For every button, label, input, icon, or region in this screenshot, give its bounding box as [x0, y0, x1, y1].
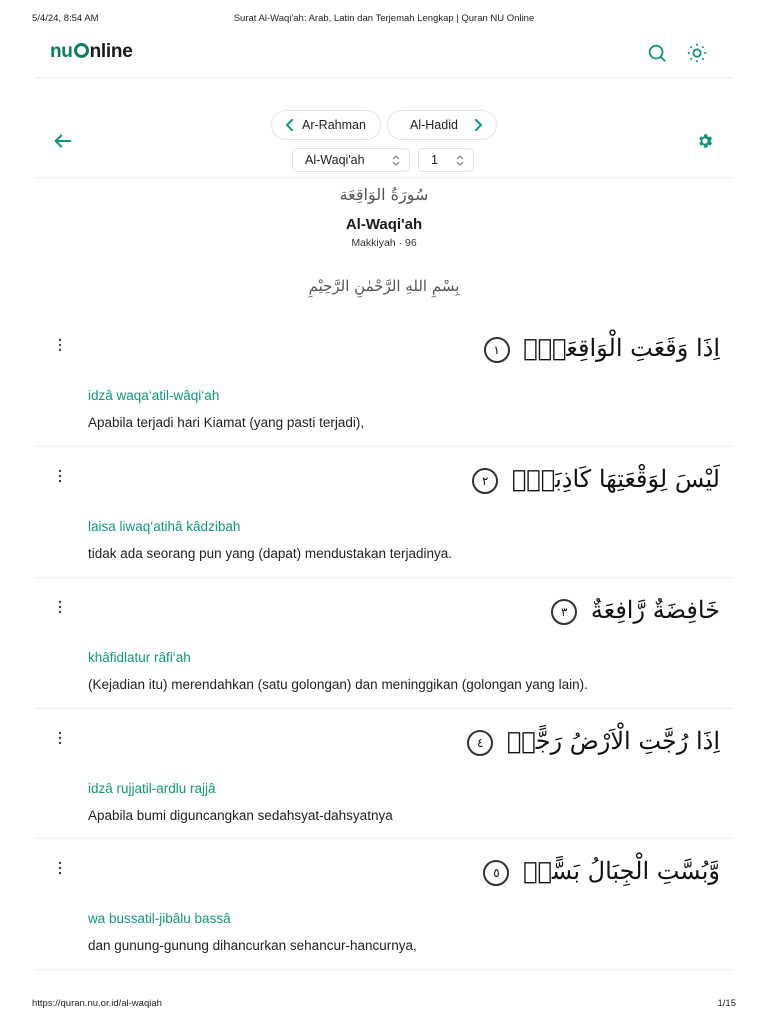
verse-arabic-text: خَافِضَةٌ رَّافِعَةٌ [590, 596, 720, 624]
ayah-select-value: 1 [431, 153, 438, 167]
verse-arabic-text: اِذَا وَقَعَتِ الْوَاقِعَةُۙ [523, 334, 720, 362]
verse-translation: Apabila bumi diguncangkan sedahsyat-dahsyatnya [88, 808, 393, 823]
surah-navigation [36, 108, 732, 178]
verse-arabic-text: وَّبُسَّتِ الْجِبَالُ بَسًّاۙ [523, 857, 720, 885]
back-arrow-icon[interactable] [52, 130, 74, 152]
verse-latin: idzâ waqa‘atil-wâqi‘ah [88, 388, 220, 403]
logo-ring [74, 43, 89, 58]
surah-title: Al-Waqi'ah [345, 216, 423, 233]
chevron-left-icon [284, 119, 296, 131]
verse-arabic [467, 727, 720, 756]
verse-arabic [484, 334, 720, 363]
print-title: Surat Al-Waqi'ah: Arab, Latin dan Terjemah Lengkap | Quran NU Online [233, 13, 535, 24]
ayah-number-badge: ٤ [467, 730, 493, 756]
verse-latin: laisa liwaq‘atihâ kâdzibah [88, 519, 241, 534]
verse-latin: khâfidlatur râfi‘ah [88, 650, 191, 665]
verse-card [36, 316, 732, 447]
verse-arabic [472, 465, 720, 494]
verse-latin: idzâ rujjatil-ardlu rajjâ [88, 781, 216, 796]
next-surah-label: Al-Hadid [410, 118, 458, 132]
ayah-number-badge: ١ [484, 337, 510, 363]
print-url: https://quran.nu.or.id/al-waqiah [32, 998, 162, 1009]
ayah-select[interactable] [418, 148, 474, 172]
logo-text-nu: nu [50, 41, 73, 62]
verse-translation: tidak ada seorang pun yang (dapat) mendustakan terjadinya. [88, 546, 452, 561]
theme-toggle-sun-icon[interactable] [686, 42, 708, 64]
verse-latin: wa bussatil-jibâlu bassâ [88, 911, 231, 926]
verse-translation: Apabila terjadi hari Kiamat (yang pasti terjadi), [88, 415, 365, 430]
print-page-number: 1/15 [717, 998, 736, 1009]
ayah-number-badge: ٣ [551, 599, 577, 625]
basmala: بِسْمِ اللهِ الرَّحْمٰنِ الرَّحِيْمِ [308, 277, 460, 295]
updown-chevron-icon [455, 155, 465, 166]
top-bar [36, 36, 732, 78]
prev-surah-button[interactable] [271, 110, 381, 140]
verse-card [36, 447, 732, 578]
more-options-icon[interactable] [56, 338, 64, 352]
more-options-icon[interactable] [56, 861, 64, 875]
chevron-right-icon [472, 119, 484, 131]
verse-arabic [483, 857, 720, 886]
verse-translation: dan gunung-gunung dihancurkan sehancur-hancurnya, [88, 938, 417, 953]
ayah-number-badge: ٥ [483, 860, 509, 886]
next-surah-button[interactable] [387, 110, 497, 140]
search-icon[interactable] [646, 42, 668, 64]
verse-translation: (Kejadian itu) merendahkan (satu golongan) dan meninggikan (golongan yang lain). [88, 677, 588, 692]
logo-text-online: nline [89, 41, 133, 62]
verse-arabic-text: لَيْسَ لِوَقْعَتِهَا كَاذِبَةٌۘ [511, 465, 720, 493]
verse-card [36, 709, 732, 839]
surah-header [36, 182, 732, 301]
more-options-icon[interactable] [56, 731, 64, 745]
surah-calligraphy: سُورَةُ الوَاقِعَة [339, 185, 429, 204]
prev-surah-label: Ar-Rahman [302, 118, 366, 132]
verse-arabic-text: اِذَا رُجَّتِ الْاَرْضُ رَجًّاۙ [506, 727, 720, 755]
verse-arabic [551, 596, 720, 625]
print-footer [32, 998, 736, 1010]
verse-card [36, 578, 732, 709]
updown-chevron-icon [391, 155, 401, 166]
settings-gear-icon[interactable] [696, 132, 714, 150]
verse-card [36, 839, 732, 970]
more-options-icon[interactable] [56, 600, 64, 614]
surah-select-value: Al-Waqi'ah [305, 153, 365, 167]
print-header [32, 13, 736, 25]
print-date: 5/4/24, 8:54 AM [32, 13, 99, 24]
more-options-icon[interactable] [56, 469, 64, 483]
ayah-number-badge: ٢ [472, 468, 498, 494]
surah-meta: Makkiyah · 96 [351, 237, 417, 249]
prev-next-nav [271, 110, 497, 140]
surah-select[interactable] [292, 148, 410, 172]
nu-online-logo[interactable] [50, 41, 132, 63]
